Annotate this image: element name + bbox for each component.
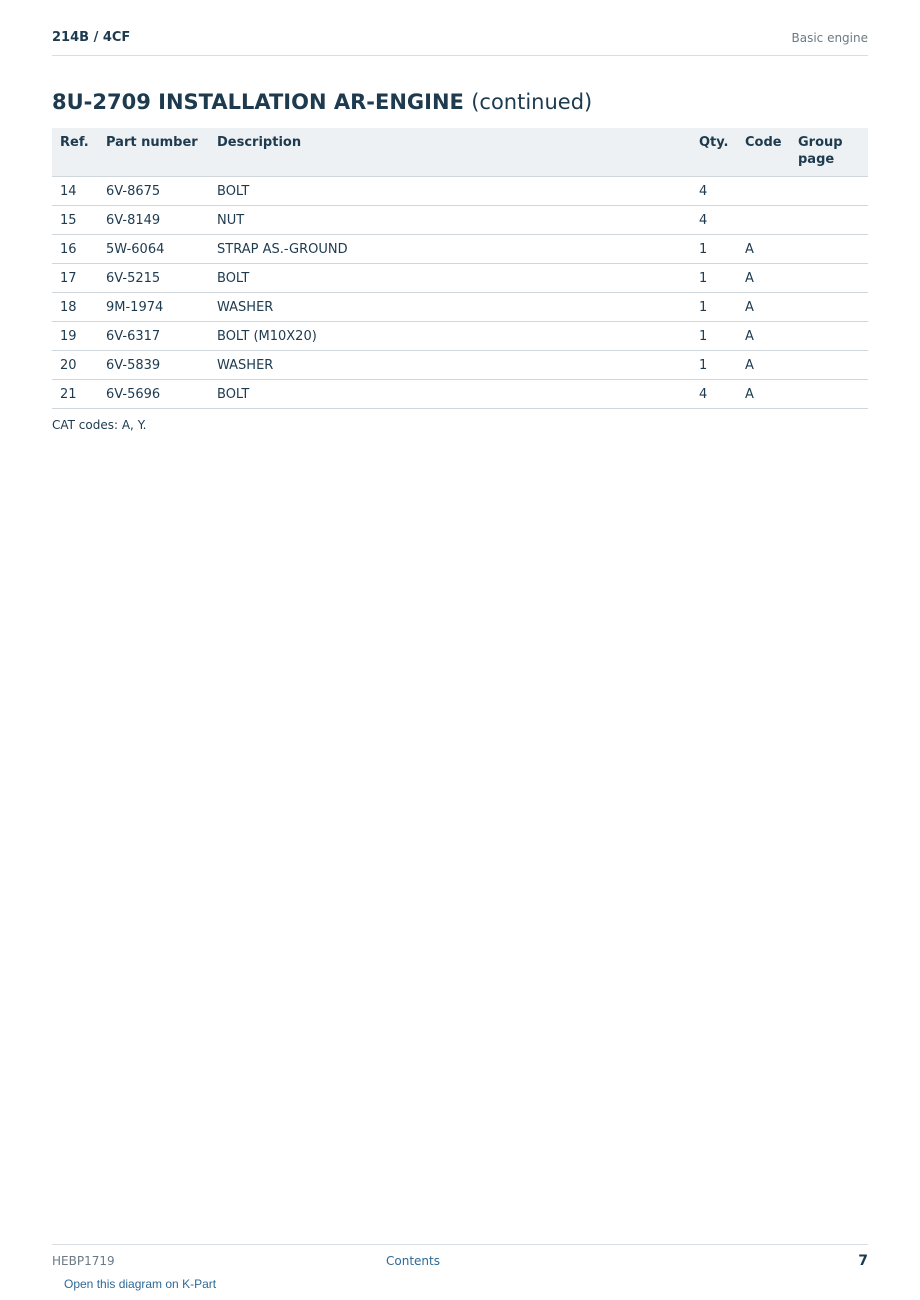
title-suffix: (continued): [471, 90, 593, 114]
cat-codes-note: CAT codes: A, Y.: [52, 418, 147, 432]
column-header-qty: Qty.: [691, 128, 737, 177]
description-cell: BOLT: [209, 264, 691, 293]
description-cell: BOLT: [209, 177, 691, 206]
page-title: [52, 90, 592, 114]
page-header: [52, 28, 868, 56]
ref-cell: 18: [52, 293, 98, 322]
qty-cell: 4: [691, 380, 737, 409]
qty-cell: 1: [691, 293, 737, 322]
section-label: Basic engine: [791, 31, 868, 45]
table-row: [52, 380, 868, 409]
description-cell: WASHER: [209, 293, 691, 322]
group-page-cell: [790, 293, 868, 322]
column-header-ref: Ref.: [52, 128, 98, 177]
ref-cell: 17: [52, 264, 98, 293]
group-page-cell: [790, 235, 868, 264]
page-number: 7: [858, 1253, 868, 1269]
column-header-description: Description: [209, 128, 691, 177]
ref-cell: 16: [52, 235, 98, 264]
qty-cell: 1: [691, 264, 737, 293]
description-cell: STRAP AS.-GROUND: [209, 235, 691, 264]
table-row: [52, 206, 868, 235]
group-page-cell: [790, 206, 868, 235]
code-cell: A: [737, 380, 790, 409]
table-row: [52, 351, 868, 380]
part-number-cell: 6V-5839: [98, 351, 209, 380]
code-cell: A: [737, 293, 790, 322]
qty-cell: 1: [691, 351, 737, 380]
code-cell: A: [737, 235, 790, 264]
group-page-cell: [790, 380, 868, 409]
qty-cell: 1: [691, 322, 737, 351]
description-cell: NUT: [209, 206, 691, 235]
qty-cell: 4: [691, 177, 737, 206]
description-cell: WASHER: [209, 351, 691, 380]
code-cell: [737, 177, 790, 206]
column-header-code: Code: [737, 128, 790, 177]
document-id: HEBP1719: [52, 1254, 115, 1268]
code-cell: A: [737, 322, 790, 351]
table-row: [52, 235, 868, 264]
model-label: 214B / 4CF: [52, 30, 131, 45]
group-page-cell: [790, 264, 868, 293]
qty-cell: 1: [691, 235, 737, 264]
group-page-cell: [790, 351, 868, 380]
column-header-group-page: Group page: [790, 128, 868, 177]
column-header-part-number: Part number: [98, 128, 209, 177]
ref-cell: 21: [52, 380, 98, 409]
part-number-cell: 6V-8675: [98, 177, 209, 206]
parts-table: [52, 128, 868, 409]
description-cell: BOLT: [209, 380, 691, 409]
parts-table-body: [52, 177, 868, 409]
code-cell: [737, 206, 790, 235]
code-cell: A: [737, 264, 790, 293]
table-row: [52, 264, 868, 293]
part-number-cell: 6V-5696: [98, 380, 209, 409]
ref-cell: 14: [52, 177, 98, 206]
group-page-cell: [790, 322, 868, 351]
table-row: [52, 293, 868, 322]
part-number-cell: 9M-1974: [98, 293, 209, 322]
ref-cell: 20: [52, 351, 98, 380]
description-cell: BOLT (M10X20): [209, 322, 691, 351]
contents-link[interactable]: Contents: [386, 1254, 440, 1268]
open-diagram-kpart-link[interactable]: Open this diagram on K-Part: [64, 1277, 217, 1291]
part-number-cell: 5W-6064: [98, 235, 209, 264]
qty-cell: 4: [691, 206, 737, 235]
table-row: [52, 177, 868, 206]
title-main: 8U-2709 INSTALLATION AR-ENGINE: [52, 90, 464, 114]
part-number-cell: 6V-5215: [98, 264, 209, 293]
ref-cell: 15: [52, 206, 98, 235]
code-cell: A: [737, 351, 790, 380]
group-page-cell: [790, 177, 868, 206]
page-footer: [52, 1244, 868, 1291]
table-row: [52, 322, 868, 351]
table-header-row: [52, 128, 868, 177]
part-number-cell: 6V-6317: [98, 322, 209, 351]
part-number-cell: 6V-8149: [98, 206, 209, 235]
ref-cell: 19: [52, 322, 98, 351]
